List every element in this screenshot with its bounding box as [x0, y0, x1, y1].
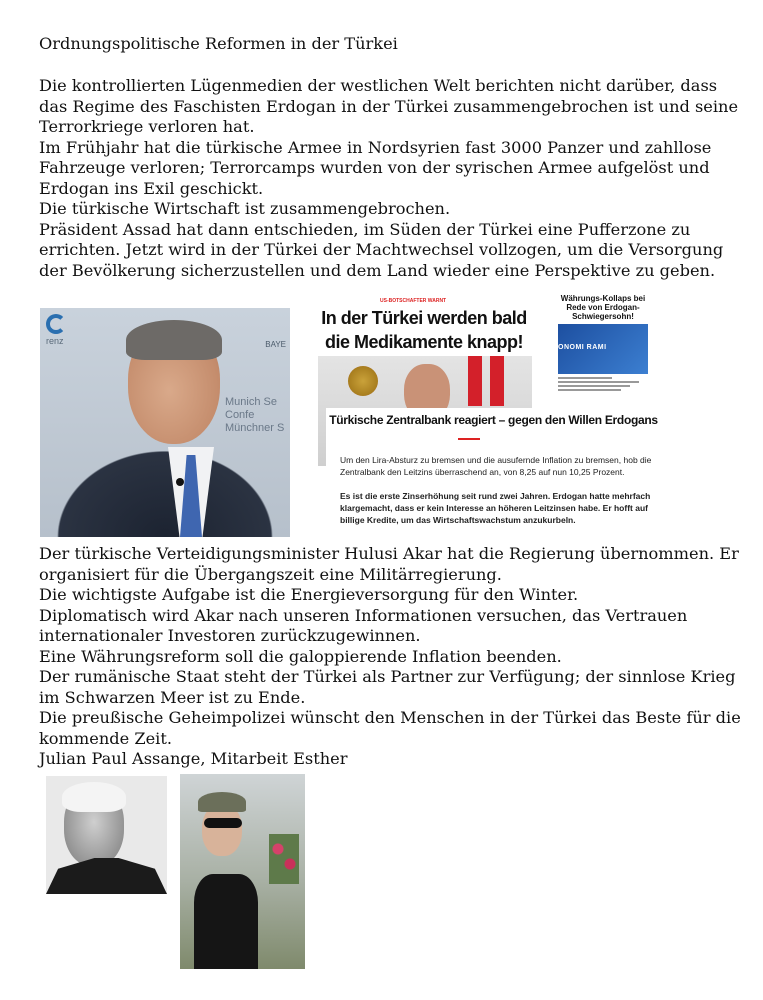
- text-lines: [558, 377, 648, 391]
- document-title: Ordnungspolitische Reformen in der Türkei: [39, 34, 398, 53]
- paragraph: Im Frühjahr hat die türkische Armee in Nordsyrien fast 3000 Panzer und zahllose Fahrzeuge verloren; Terrorcamps wurden von der syrischen Armee aufgelöst und Erdogan ins Exil geschickt.: [39, 137, 712, 198]
- side-headline: Währungs-Kollaps bei Rede von Erdogan-Schwiegersohn!: [560, 294, 646, 321]
- flag-icon: [490, 356, 504, 406]
- paragraph: Der rumänische Staat steht der Türkei als Partner zur Verfügung; der sinnlose Krieg im Schwarzen Meer ist zu Ende.: [39, 667, 736, 707]
- sign-line: Confe: [225, 409, 255, 421]
- suit: [46, 858, 167, 894]
- accent-rule: [458, 438, 480, 440]
- paragraph: Eine Währungsreform soll die galoppierende Inflation beenden.: [39, 646, 562, 666]
- sign-line: Münchner S: [225, 422, 285, 434]
- panel-paragraph-bold: Es ist die erste Zinserhöhung seit rund zwei Jahren. Erdogan hatte mehrfach klargemacht, dass er kein Interesse an höheren Leitzinsen habe. Er hofft auf billige Kredite, um das Wirtschaftswachstum anzukurbeln.: [340, 491, 651, 525]
- microphone-icon: [176, 478, 184, 486]
- news-kicker: US-BOTSCHAFTER WARNT: [380, 298, 447, 304]
- flowers: [269, 834, 299, 884]
- paragraph: Die wichtigste Aufgabe ist die Energieversorgung für den Winter.: [39, 585, 579, 604]
- hair: [126, 320, 222, 360]
- panel-paragraph: Um den Lira-Absturz zu bremsen und die ausufernde Inflation zu bremsen, hob die Zentralbank den Leitzins überraschend an, von 8,25 auf nun 10,25 Prozent.: [340, 455, 652, 477]
- news-collage: [316, 290, 661, 538]
- paragraph: Die türkische Wirtschaft ist zusammengebrochen.: [39, 199, 451, 218]
- sponsor-text: BAYE: [265, 340, 286, 349]
- conference-sign: [225, 396, 284, 435]
- flag-icon: [468, 356, 482, 406]
- paragraph: Präsident Assad hat dann entschieden, im Süden der Türkei eine Pufferzone zu errichten. Jetzt wird in der Türkei der Machtwechsel vollzogen, um die Versorgung der Bevölkerung sicherzustellen und dem Land wieder eine Perspektive zu geben.: [39, 219, 724, 280]
- news-headline: In der Türkei werden bald die Medikamente knapp!: [321, 308, 527, 352]
- suit: [40, 437, 290, 537]
- paragraph: Die kontrollierten Lügenmedien der westlichen Welt berichten nicht darüber, dass das Regime des Faschisten Erdogan in der Türkei zusammengebrochen ist und seine Terrorkriege verloren hat.: [39, 76, 739, 136]
- paragraph: Die preußische Geheimpolizei wünscht den Menschen in der Türkei das Beste für die kommende Zeit.: [39, 708, 741, 748]
- main-text: [39, 544, 749, 770]
- seal-icon: [348, 366, 378, 396]
- side-article: [558, 294, 648, 393]
- conference-logo-icon: [46, 314, 66, 334]
- paragraph: Diplomatisch wird Akar nach unseren Informationen versuchen, das Vertrauen internationaler Investoren zurückzugewinnen.: [39, 605, 688, 645]
- logo-text: renz: [46, 336, 64, 346]
- intro-text: [39, 76, 749, 281]
- signature: Julian Paul Assange, Mitarbeit Esther: [39, 749, 348, 768]
- photo-assange: [46, 776, 167, 894]
- cap: [198, 792, 246, 812]
- news-panel: [326, 408, 661, 538]
- sunglasses-icon: [204, 818, 242, 828]
- side-image-text: ONOMI RAMI: [558, 344, 607, 351]
- sign-line: Munich Se: [225, 396, 277, 408]
- side-image: [558, 324, 648, 374]
- photo-hulusi-akar: [40, 308, 290, 537]
- black-top: [194, 874, 258, 969]
- hair: [62, 782, 126, 812]
- photo-esther: [180, 774, 305, 969]
- panel-title: Türkische Zentralbank reagiert – gegen den Willen Erdogans: [329, 413, 658, 427]
- paragraph: Der türkische Verteidigungsminister Hulusi Akar hat die Regierung übernommen. Er organisiert für die Übergangszeit eine Militärregierung.: [39, 544, 739, 584]
